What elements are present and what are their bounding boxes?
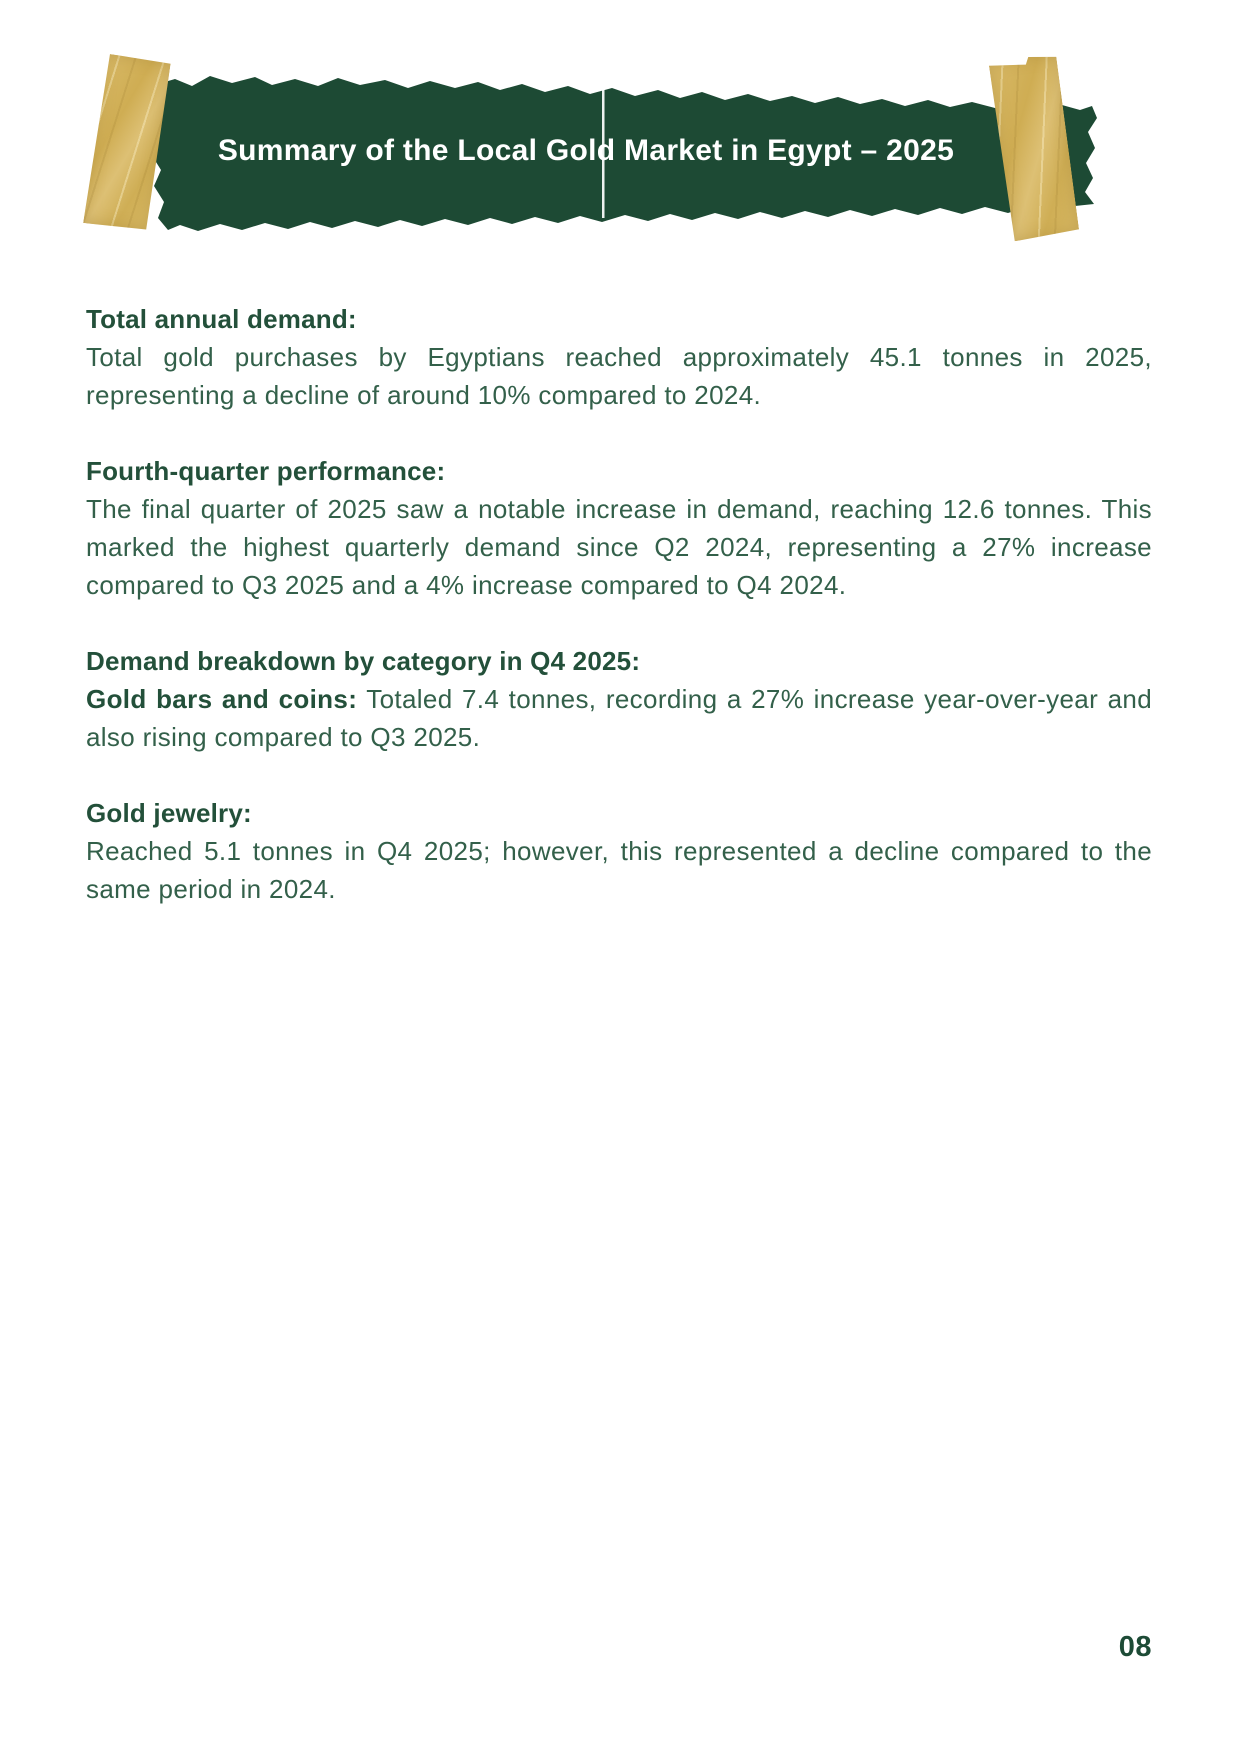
banner [0,0,1240,270]
section-fourth-quarter-performance [86,452,1152,604]
banner-title: Summary of the Local Gold Market in Egypt – 2025 [217,134,955,167]
section-demand-breakdown [86,642,1152,756]
page-number: 08 [1118,1631,1152,1663]
section-heading: Fourth-quarter performance: [86,456,446,486]
section-body: Reached 5.1 tonnes in Q4 2025; however, this represented a decline compared to the same period in 2024. [86,836,1152,904]
page-content [86,300,1152,946]
section-body: Total gold purchases by Egyptians reached approximately 45.1 tonnes in 2025, representing a decline of around 10% compared to 2024. [86,342,1152,410]
section-gold-jewelry [86,794,1152,908]
section-body: The final quarter of 2025 saw a notable increase in demand, reaching 12.6 tonnes. This marked the highest quarterly demand since Q2 2024, representing a 27% increase compared to Q3 2025 and a 4% increase compared to Q4 2024. [86,494,1152,600]
section-heading: Total annual demand: [86,304,357,334]
inline-lead: Gold bars and coins: [86,684,358,714]
section-heading: Gold jewelry: [86,798,252,828]
section-body [86,680,1152,756]
inline-body: Totaled 7.4 tonnes, recording a 27% increase year-over-year and also rising compared to Q3 2025. [86,684,1153,752]
section-heading: Demand breakdown by category in Q4 2025: [86,646,641,676]
section-total-annual-demand [86,300,1152,414]
